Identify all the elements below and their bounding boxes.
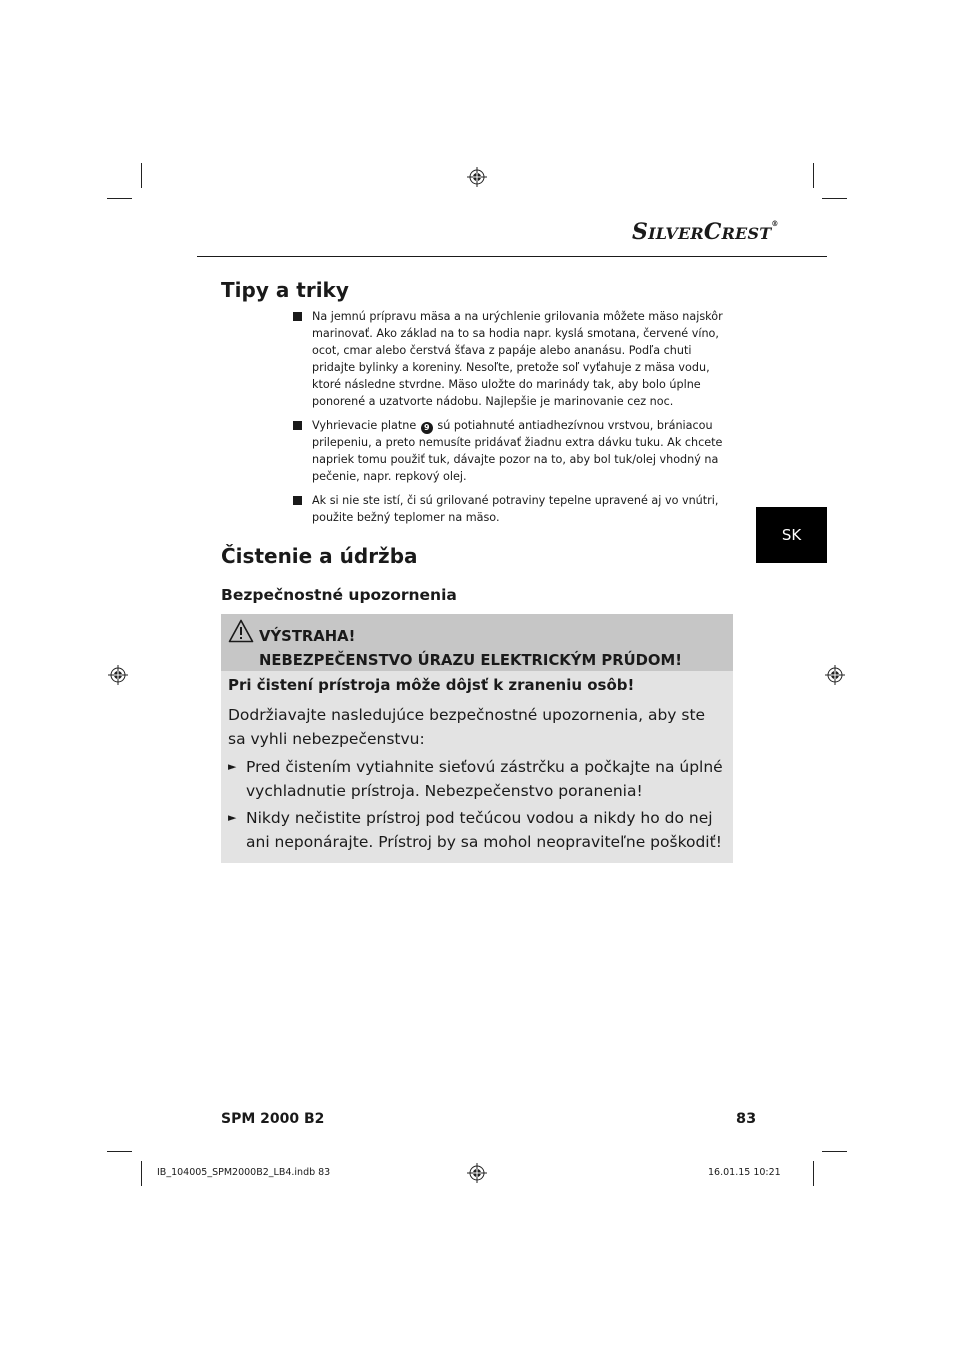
warning-title-line1: VÝSTRAHA! [259, 628, 356, 645]
bullet-square-icon [293, 421, 302, 430]
warning-title [259, 625, 682, 673]
crop-mark-top-right-h [822, 198, 847, 199]
print-slug-file: IB_104005_SPM2000B2_LB4.indb 83 [157, 1167, 331, 1178]
crop-mark-bottom-left-h [107, 1151, 132, 1152]
brand-word-1: ILVER [648, 224, 704, 243]
warning-bullet-text: Pred čistením vytiahnite sieťovú zástrčku a počkajte na úplné vychladnutie prístroja. Nebezpečenstvo poranenia! [246, 758, 723, 800]
page-number: 83 [736, 1111, 757, 1127]
crop-mark-top-left-h [107, 198, 132, 199]
safety-subtitle: Bezpečnostné upozornenia [221, 586, 457, 604]
brand-word-2: REST [721, 224, 772, 243]
warning-title-line2: NEBEZPEČENSTVO ÚRAZU ELEKTRICKÝM PRÚDOM! [259, 652, 682, 669]
brand-initial-1: S [632, 219, 649, 245]
warning-bullet [228, 755, 728, 803]
warning-box [221, 614, 733, 863]
crop-mark-top-left-v [141, 163, 142, 188]
crop-mark-top-right-v [813, 163, 814, 188]
bullet-square-icon [293, 496, 302, 505]
registration-mark-right [825, 665, 845, 685]
cleaning-title: Čistenie a údržba [221, 544, 418, 568]
tips-title: Tipy a triky [221, 278, 349, 302]
tip-item [292, 417, 734, 485]
warning-bullet-list [228, 755, 728, 857]
warning-triangle-icon [228, 619, 254, 643]
footer-model: SPM 2000 B2 [221, 1111, 325, 1127]
part-reference-badge: 9 [421, 422, 433, 434]
print-slug-date: 16.01.15 10:21 [708, 1167, 781, 1178]
tip-text: Ak si nie ste istí, či sú grilované potraviny tepelne upravené aj vo vnútri, použite bežný teplomer na mäso. [312, 494, 719, 524]
crop-mark-bottom-right-v [813, 1161, 814, 1186]
header-rule [197, 256, 827, 257]
language-tab: SK [756, 507, 827, 563]
registration-mark-bottom [467, 1163, 487, 1183]
tip-text-after: sú potiahnuté antiadhezívnou vrstvou, brániacou prilepeniu, a preto nemusíte pridávať žiadnu extra dávku tuku. Ak chcete napriek tomu použiť tuk, dávajte pozor na to, aby bol tuk/olej vhodný na pečenie, napr. repkový olej. [312, 419, 723, 483]
tip-text-before: Vyhrievacie platne [312, 419, 420, 432]
tip-item [292, 492, 734, 526]
bullet-square-icon [293, 312, 302, 321]
crop-mark-bottom-left-v [141, 1161, 142, 1186]
tips-list [292, 308, 734, 533]
warning-bullet-text: Nikdy nečistite prístroj pod tečúcou vodou a nikdy ho do nej ani neponárajte. Prístroj by sa mohol neopraviteľne poškodiť! [246, 809, 722, 851]
warning-header [221, 614, 733, 671]
brand-initial-2: C [703, 219, 722, 245]
warning-subheading: Pri čistení prístroja môže dôjsť k zraneniu osôb! [228, 676, 635, 694]
brand-registered-mark: ® [771, 219, 779, 228]
brand-logo [632, 219, 779, 245]
crop-mark-bottom-right-h [822, 1151, 847, 1152]
registration-mark-top [467, 167, 487, 187]
tip-text: Na jemnú prípravu mäsa a na urýchlenie grilovania môžete mäso najskôr marinovať. Ako základ na to sa hodia napr. kyslá smotana, červené víno, ocot, cmar alebo čerstvá šťava z papáje alebo ananásu. Podľa chuti pridajte bylinky a koreniny. Nesoľte, pretože soľ vyťahuje z mäsa vodu, ktoré následne stvrdne. Mäso uložte do marinády tak, aby bolo úplne ponorené a uzatvorte nádobu. Najlepšie je marinovanie cez noc. [312, 310, 723, 408]
warning-intro: Dodržiavajte nasledujúce bezpečnostné upozornenia, aby ste sa vyhli nebezpečenstvu: [228, 706, 706, 748]
warning-bullet [228, 806, 728, 854]
arrow-right-icon: ► [228, 760, 237, 773]
registration-mark-left [108, 665, 128, 685]
arrow-right-icon: ► [228, 811, 237, 824]
tip-item [292, 308, 734, 410]
